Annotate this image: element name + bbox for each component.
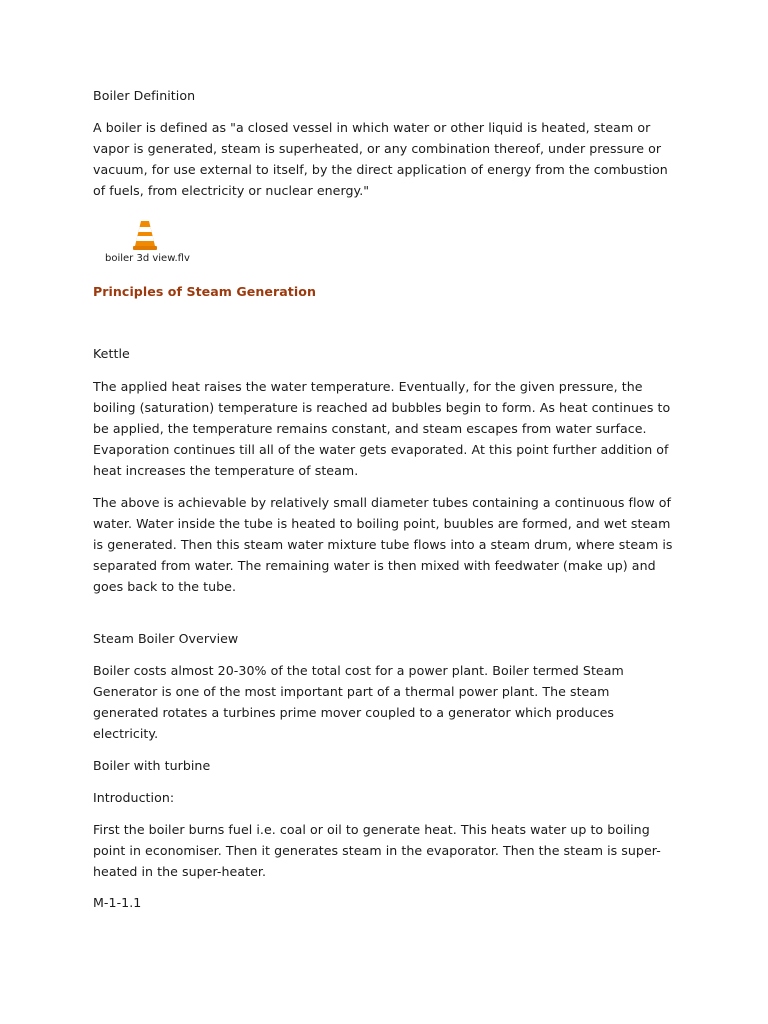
overview-title: Steam Boiler Overview xyxy=(93,631,239,647)
tubes-text: The above is achievable by relatively small diameter tubes containing a continuous flow of water. Water inside the tube is heated to boiling point, buubles are formed, and wet steam is generated. Then this steam water mixture tube flows into a steam drum, where steam is separated from water. The remaining water is then mixed with feedwater (make up) and goes back to the tube. xyxy=(93,494,673,594)
boiler-turbine-line: Boiler with turbine xyxy=(93,757,211,773)
embedded-video-object[interactable] xyxy=(105,219,673,265)
kettle-text: The applied heat raises the water temperature. Eventually, for the given pressure, the boiling (saturation) temperature is reached ad bubbles begin to form. As heat continues to be applied, the temperature remains constant, and steam escapes from water surface. Evaporation continues till all of the water gets evaporated. At this point further addition of heat increases the temperature of steam. xyxy=(93,379,671,478)
introduction-text: First the boiler burns fuel i.e. coal or oil to generate heat. This heats water up to boiling point in economiser. Then it generates steam in the evaporator. Then the steam is super-heated in the super-heater. xyxy=(93,821,661,879)
overview-text: Boiler costs almost 20-30% of the total cost for a power plant. Boiler termed Steam Generator is one of the most important part of a thermal power plant. The steam generated rotates a turbines prime mover coupled to a generator which produces electricity. xyxy=(93,663,624,742)
boiler-definition-text: A boiler is defined as "a closed vessel in which water or other liquid is heated, steam or vapor is generated, steam is superheated, or any combination thereof, under pressure or vacuum, for use external to itself, by the direct application of energy from the combustion of fuels, from electricity or nuclear energy." xyxy=(93,119,668,198)
vlc-cone-icon xyxy=(132,219,158,251)
kettle-title: Kettle xyxy=(93,346,130,362)
introduction-title: Introduction: xyxy=(93,789,175,805)
boiler-definition-title: Boiler Definition xyxy=(93,88,196,103)
principles-title: Principles of Steam Generation xyxy=(93,283,316,299)
footer-code: M-1-1.1 xyxy=(93,895,142,911)
document-page xyxy=(93,86,673,914)
embedded-file-name: boiler 3d view.flv xyxy=(105,252,190,264)
